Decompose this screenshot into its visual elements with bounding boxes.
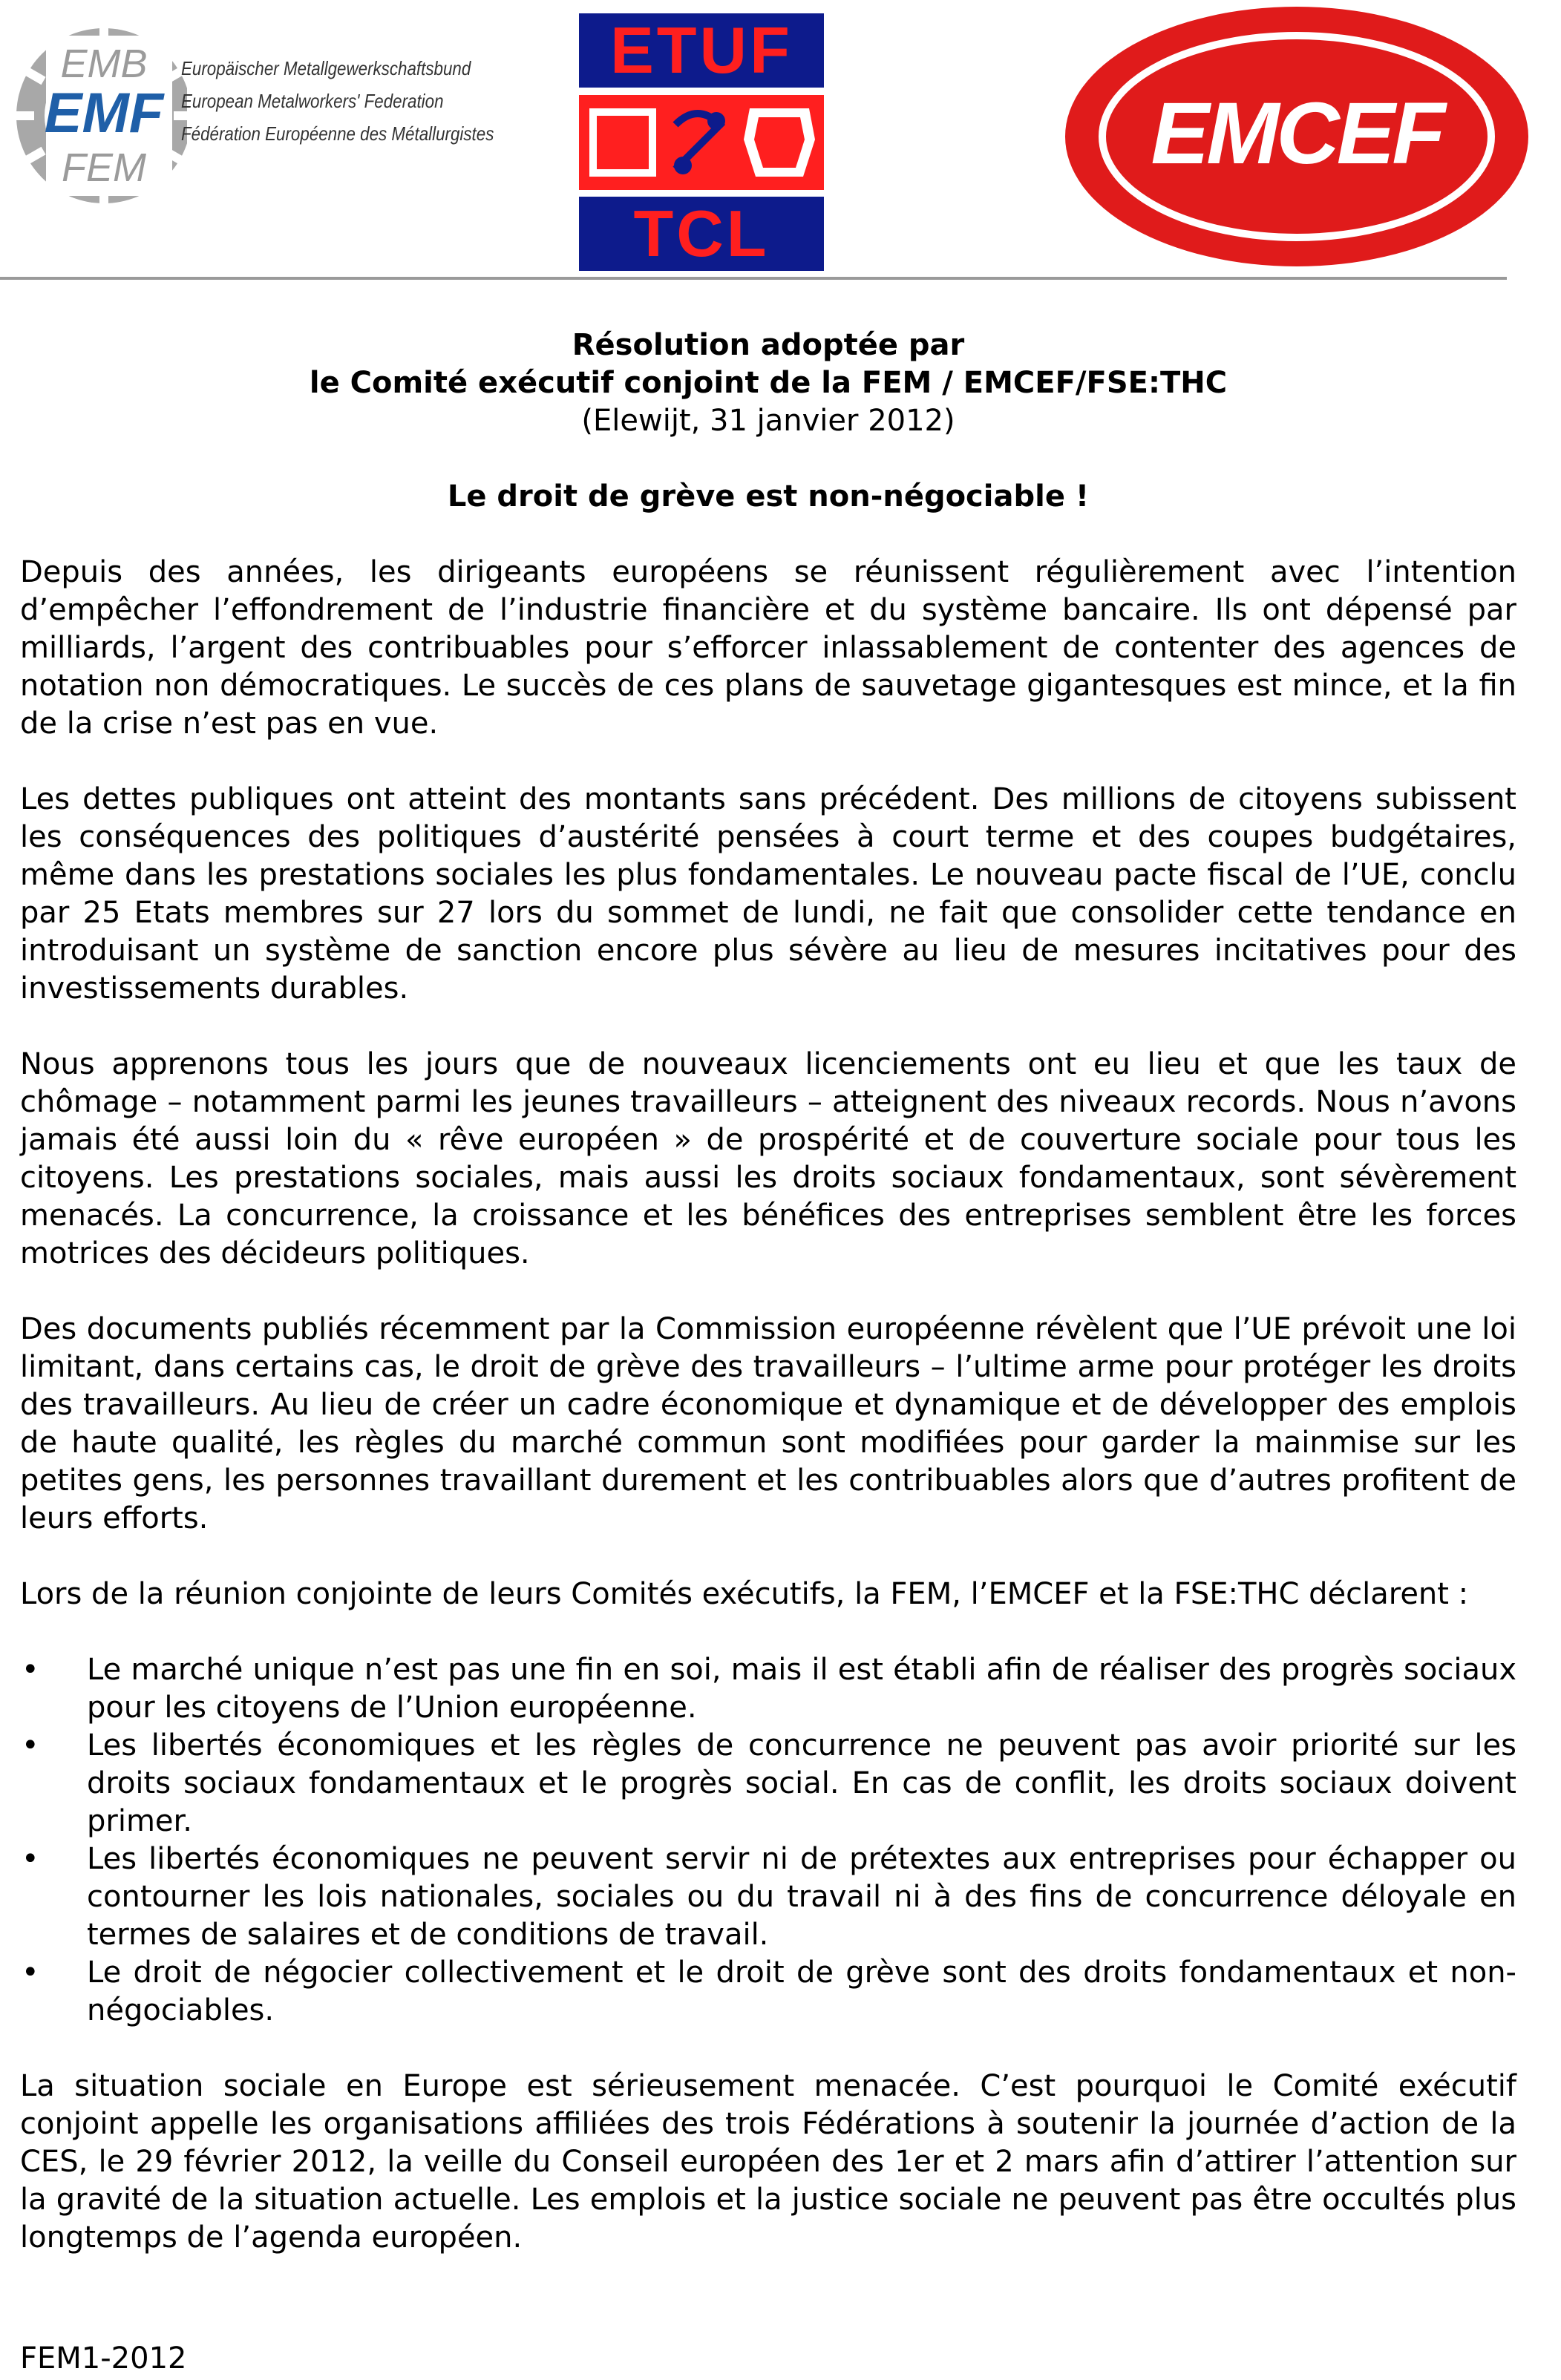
header-divider: [0, 277, 1507, 280]
bullet-icon: •: [22, 1956, 39, 1990]
bullet-icon: •: [22, 1728, 39, 1763]
title-line-2: le Comité exécutif conjoint de la FEM / EMCEF/FSE:THC: [309, 366, 1228, 400]
paragraph-3: Nous apprenons tous les jours que de nouveaux licenciements ont eu lieu et que les taux de chômage – notamment parmi les jeunes travailleurs – atteignent des niveaux records. Nous n’avons jamais été aussi loin du « rêve européen » de prospérité et de couverture sociale pour tous les citoyens. Les prestations sociales, mais aussi les droits sociaux fondamentaux, sont sévèrement menacés. La concurrence, la croissance et les bénéfices des entreprises semblent être les forces motrices des décideurs politiques.: [20, 1047, 1516, 1271]
emf-name-fr: Fédération Européenne des Métallurgistes: [181, 122, 494, 145]
title-line-3: (Elewijt, 31 janvier 2012): [581, 404, 955, 438]
tcl-word: TCL: [579, 197, 824, 271]
emcef-logo: [1063, 4, 1531, 269]
emf-abbrev-emf: EMF: [44, 82, 164, 145]
closing-paragraph: La situation sociale en Europe est sérieusement menacée. C’est pourquoi le Comité exécutif conjoint appelle les organisations affiliées des trois Fédérations à soutenir la journée d’action de la CES, le 29 février 2012, la veille du Conseil européen des 1er et 2 mars afin d’attirer l’attention sur la gravité de la situation actuelle. Les emplois et la justice sociale ne peuvent pas être occultés plus longtemps de l’agenda européen.: [20, 2069, 1516, 2255]
paragraph-5: Lors de la réunion conjointe de leurs Comités exécutifs, la FEM, l’EMCEF et la FSE:THC déclarent :: [20, 1577, 1469, 1611]
emf-federation-names: [181, 52, 493, 150]
emf-name-de: Europäischer Metallgewerkschaftsbund: [181, 57, 471, 79]
paragraph-1: Depuis des années, les dirigeants européens se réunissent régulièrement avec l’intention d’empêcher l’effondrement de l’industrie financière et du système bancaire. Ils ont dépensé par milliards, l’argent des contribuables pour s’efforcer inlassablement de contenter des agences de notation non démocratiques. Le succès de ces plans de sauvetage gigantesques est mince, et la fin de la crise n’est pas en vue.: [20, 555, 1516, 741]
list-item-text: Le droit de négocier collectivement et le droit de grève sont des droits fondamentaux et non-négociables.: [87, 1956, 1516, 2027]
list-item: [20, 1727, 1516, 1840]
bullet-icon: •: [22, 1653, 39, 1687]
list-item-text: Les libertés économiques et les règles de concurrence ne peuvent pas avoir priorité sur les droits sociaux fondamentaux et le progrès social. En cas de conflit, les droits sociaux doivent primer.: [87, 1728, 1516, 1838]
title-block: [20, 327, 1516, 516]
headline: Le droit de grève est non-négociable !: [447, 479, 1090, 514]
list-item: [20, 1840, 1516, 1954]
emf-gear-emblem: [16, 6, 187, 221]
etuf-word: ETUF: [579, 13, 824, 88]
declaration-list: [20, 1651, 1516, 2030]
title-line-1: Résolution adoptée par: [572, 328, 965, 362]
bullet-icon: •: [22, 1842, 39, 1876]
paragraph-2: Les dettes publiques ont atteint des montants sans précédent. Des millions de citoyens subissent les conséquences des politiques d’austérité pensées à court terme et des coupes budgétaires, même dans les prestations sociales les plus fondamentales. Le nouveau pacte fiscal de l’UE, conclu par 25 Etats membres sur 27 lors du sommet de lundi, ne fait que consolider cette tendance en introduisant un système de sanction encore plus sévère au lieu de mesures incitatives pour des investissements durables.: [20, 782, 1516, 1006]
paragraph-4: Des documents publiés récemment par la Commission européenne révèlent que l’UE prévoit une loi limitant, dans certains cas, le droit de grève des travailleurs – l’ultime arme pour protéger les droits des travailleurs. Au lieu de créer un cadre économique et dynamique et de développer des emplois de haute qualité, les règles du marché commun sont modifiées pour garder la mainmise sur les petites gens, les personnes travaillant durement et les contribuables alors que d’autres profitent de leurs efforts.: [20, 1312, 1516, 1535]
emf-name-en: European Metalworkers' Federation: [181, 90, 444, 112]
emf-abbrev-fem: FEM: [62, 145, 146, 190]
emf-logo: [16, 6, 494, 221]
list-item: [20, 1954, 1516, 2030]
emf-abbrev-emb: EMB: [60, 42, 148, 86]
emcef-word: EMCEF: [1151, 85, 1443, 183]
document-body: [20, 327, 1516, 2257]
list-item-text: Les libertés économiques ne peuvent servir ni de prétextes aux entreprises pour échapper ou contourner les lois nationales, sociales ou du travail ni à des fins de concurrence déloyale en termes de salaires et de conditions de travail.: [87, 1842, 1516, 1952]
list-item: [20, 1651, 1516, 1727]
list-item-text: Le marché unique n’est pas une fin en soi, mais il est établi afin de réaliser des progrès sociaux pour les citoyens de l’Union européenne.: [87, 1653, 1516, 1725]
etuf-tcl-logo: [572, 13, 839, 271]
etuf-textile-pictogram: [572, 95, 839, 190]
reference-code: FEM1-2012: [20, 2341, 187, 2376]
